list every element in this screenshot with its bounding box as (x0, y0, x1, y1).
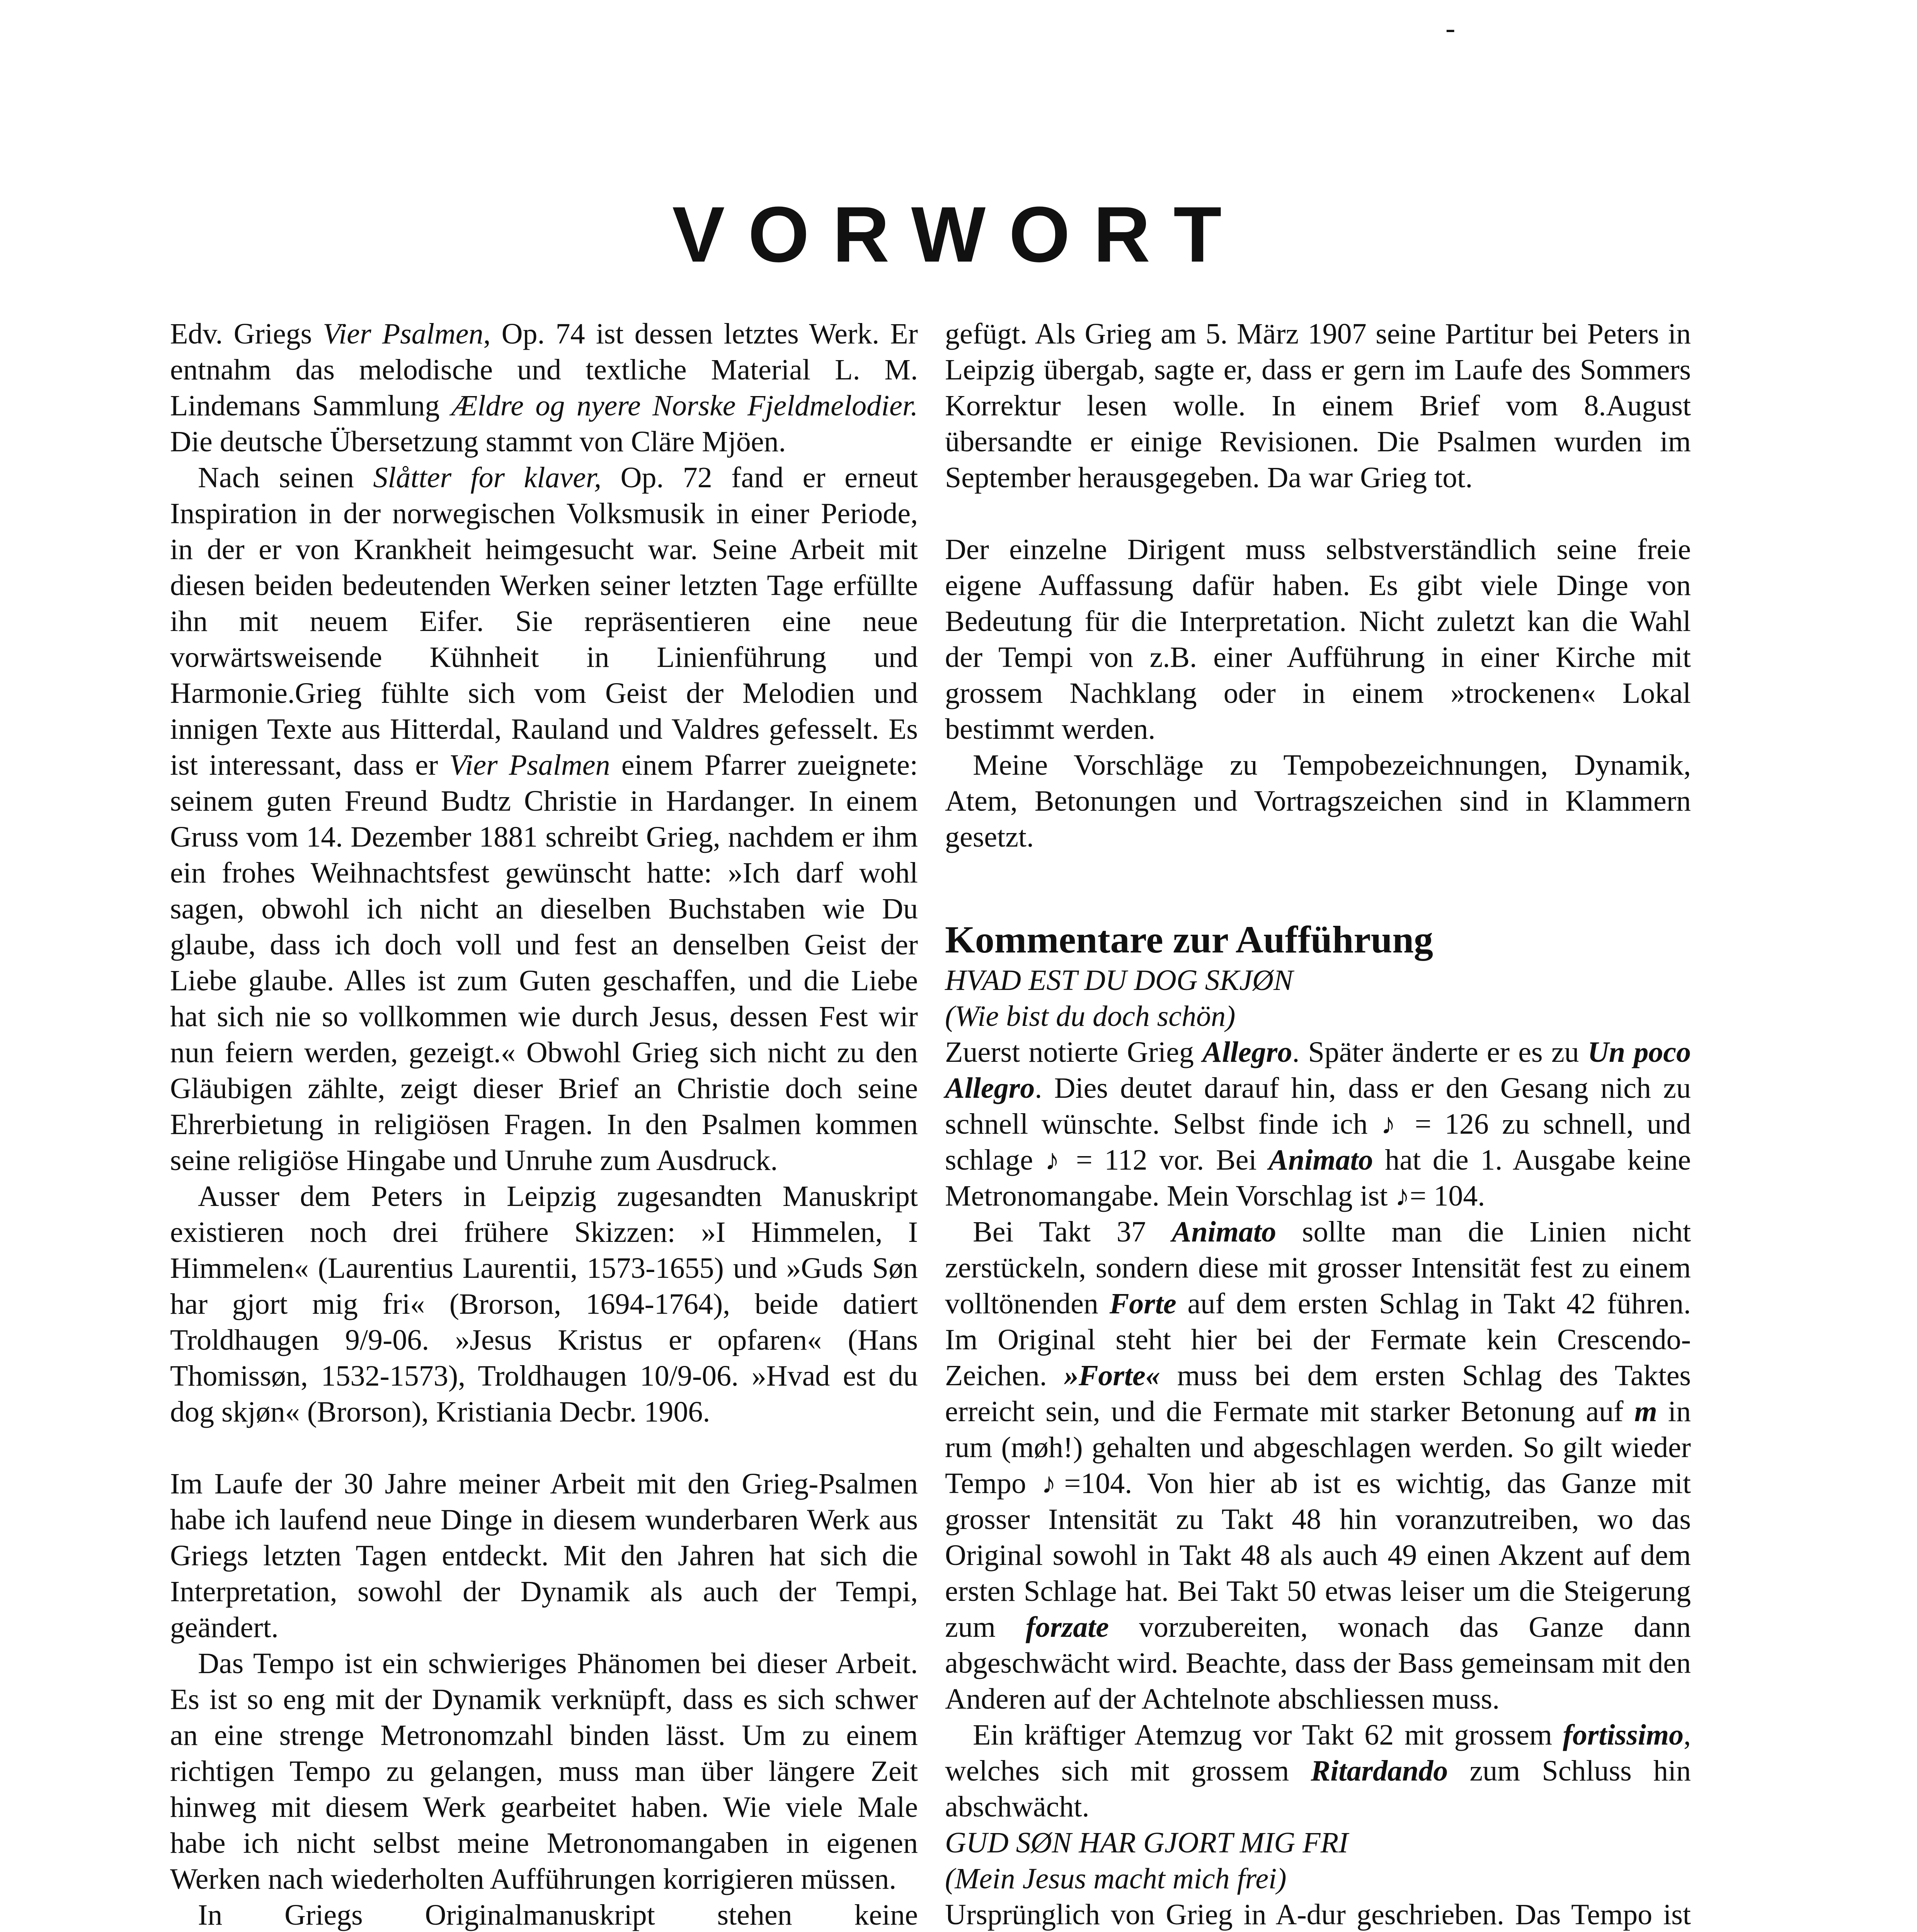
paragraph-publication: gefügt. Als Grieg am 5. März 1907 seine Partitur bei Peters in Leipzig übergab, sagte er, dass er gern im Laufe des Sommers Korrektur lesen wolle. In einem Brief vom 8.August übersandte er einige Revisionen. Die Psalmen wurden im September herausgegeben. Da war Grieg tot. (945, 318, 1691, 494)
page-title: VORWORT (672, 190, 1245, 279)
psalm1-paragraph-1: Zuerst notierte Grieg Allegro. Später änderte er es zu Un poco Allegro. Dies deutet darauf hin, dass er den Gesang nich zu schnell wünschte. Selbst finde ich ♪ = 126 zu schnell, und schlage ♪ = 112 vor. Bei Animato hat die 1. Ausgabe keine Metronomangabe. Mein Vorschlag ist ♪= 104. (945, 1036, 1691, 1212)
psalm2-paragraph-1: Ursprünglich von Grieg in A-dur geschrieben. Das Tempo ist (945, 1898, 1691, 1931)
left-column (170, 316, 918, 1932)
paragraph-conductor: Der einzelne Dirigent muss selbstverständlich seine freie eigene Auffassung dafür haben. Es gibt viele Dinge von Bedeutung für die Interpretation. Nicht zuletzt kan die Wahl der Tempi von z.B. einer Aufführung in einer Kirche mit grossem Nachklang oder in einem »trockenen« Lokal bestimmt werden. (945, 533, 1691, 745)
psalm2-title: GUD SØN HAR GJORT MIG FRI (945, 1827, 1348, 1859)
paragraph-intro: Edv. Griegs Vier Psalmen, Op. 74 ist dessen letztes Werk. Er entnahm das melodische und textliche Material L. M. Lindemans Sammlung Ældre og nyere Norske Fjeldmelodier. Die deutsche Übersetzung stammt von Cläre Mjöen. (170, 318, 918, 458)
psalm2-subtitle: (Mein Jesus macht mich frei) (945, 1862, 1287, 1895)
psalm1-subtitle: (Wie bist du doch schön) (945, 1000, 1236, 1032)
psalm1-paragraph-2: Bei Takt 37 Animato sollte man die Linien nicht zerstückeln, sondern diese mit grosser Intensität fest zu einem volltönenden Forte auf dem ersten Schlag in Takt 42 führen. Im Original steht hier bei der Fermate kein Crescendo-Zeichen. »Forte« muss bei dem ersten Schlag des Taktes erreicht sein, und die Fermate mit starker Betonung auf m in rum (møh!) gehalten und abgeschlagen werden. So gilt wieder Tempo ♪=104. Von hier ab ist es wichtig, das Ganze mit grosser Intensität zu Takt 48 hin voranzutreiben, wo das Original sowohl in Takt 48 als auch 49 einen Akzent auf dem ersten Schlage hat. Bei Takt 50 etwas leiser um die Steigerung zum forzate vorzubereiten, wonach das Ganze dann abgeschwächt wird. Beachte, dass der Bass gemeinsam mit den Anderen auf der Achtelnote abschliessen muss. (945, 1216, 1691, 1715)
psalm1-paragraph-3: Ein kräftiger Atemzug vor Takt 62 mit grossem fortissimo, welches sich mit grossem Ritardando zum Schluss hin abschwächt. (945, 1719, 1691, 1823)
page-dash: - (1445, 12, 1456, 44)
psalm1-title: HVAD EST DU DOG SKJØN (945, 964, 1293, 997)
right-column (945, 316, 1691, 1932)
section-heading: Kommentare zur Aufführung (945, 918, 1433, 961)
paragraph-experience: Im Laufe der 30 Jahre meiner Arbeit mit den Grieg-Psalmen habe ich laufend neue Dinge in diesem wunderbaren Werk aus Griegs letzten Tagen entdeckt. Mit den Jahren hat sich die Interpretation, sowohl der Dynamik als auch der Tempi, geändert. (170, 1468, 918, 1644)
paragraph-inspiration: Nach seinen Slåtter for klaver, Op. 72 fand er erneut Inspiration in der norwegischen Volksmusik in einer Periode, in der er von Krankheit heimgesucht war. Seine Arbeit mit diesen beiden bedeutenden Werken seiner letzten Tage erfüllte ihn mit neuem Eifer. Sie repräsentieren eine neue vorwärtsweisende Kühnheit in Linienführung und Harmonie.Grieg fühlte sich vom Geist der Melodien und innigen Texte aus Hitterdal, Rauland und Valdres gefesselt. Es ist interessant, dass er Vier Psalmen einem Pfarrer zueignete: seinem guten Freund Budtz Christie in Hardanger. In einem Gruss vom 14. Dezember 1881 schreibt Grieg, nachdem er ihm ein frohes Weihnachtsfest gewünscht hatte: »Ich darf wohl sagen, obwohl ich nicht an dieselben Buchstaben wie Du glaube, dass ich doch voll und fest an denselben Geist der Liebe glaube. Alles ist zum Guten geschaffen, und die Liebe hat sich nie so vollkommen wie durch Jesus, dessen Fest wir nun feiern werden, gezeigt.« Obwohl Grieg sich nicht zu den Gläubigen zählte, zeigt dieser Brief an Christie doch seine Ehrerbietung in religiösen Fragen. In den Psalmen kommen seine religiöse Hingabe und Unruhe zum Ausdruck. (170, 461, 918, 1177)
paragraph-manuscripts: Ausser dem Peters in Leipzig zugesandten Manuskript existieren noch drei frühere Skizzen: »I Himmelen, I Himmelen« (Laurentius Laurentii, 1573-1655) und »Guds Søn har gjort mig fri« (Brorson, 1694-1764), beide datiert Troldhaugen 9/9-06. »Jesus Kristus er opfaren« (Hans Thomissøn, 1532-1573), Troldhaugen 10/9-06. »Hvad est du dog skjøn« (Brorson), Kristiania Decbr. 1906. (170, 1180, 918, 1428)
paragraph-metronome: In Griegs Originalmanuskript stehen keine (198, 1899, 918, 1931)
paragraph-tempo: Das Tempo ist ein schwieriges Phänomen bei dieser Arbeit. Es ist so eng mit der Dynamik verknüpft, dass es sich schwer an eine strenge Metronomzahl binden lässt. Um zu einem richtigen Tempo zu gelangen, muss man über längere Zeit hinweg mit diesem Werk gearbeitet haben. Wie viele Male habe ich nicht selbst meine Metronomangaben in eigenen Werken nach wiederholten Aufführungen korrigieren müssen. (170, 1647, 918, 1895)
paragraph-suggestions: Meine Vorschläge zu Tempobezeichnungen, Dynamik, Atem, Betonungen und Vortragszeichen sind in Klammern gesetzt. (945, 749, 1691, 853)
